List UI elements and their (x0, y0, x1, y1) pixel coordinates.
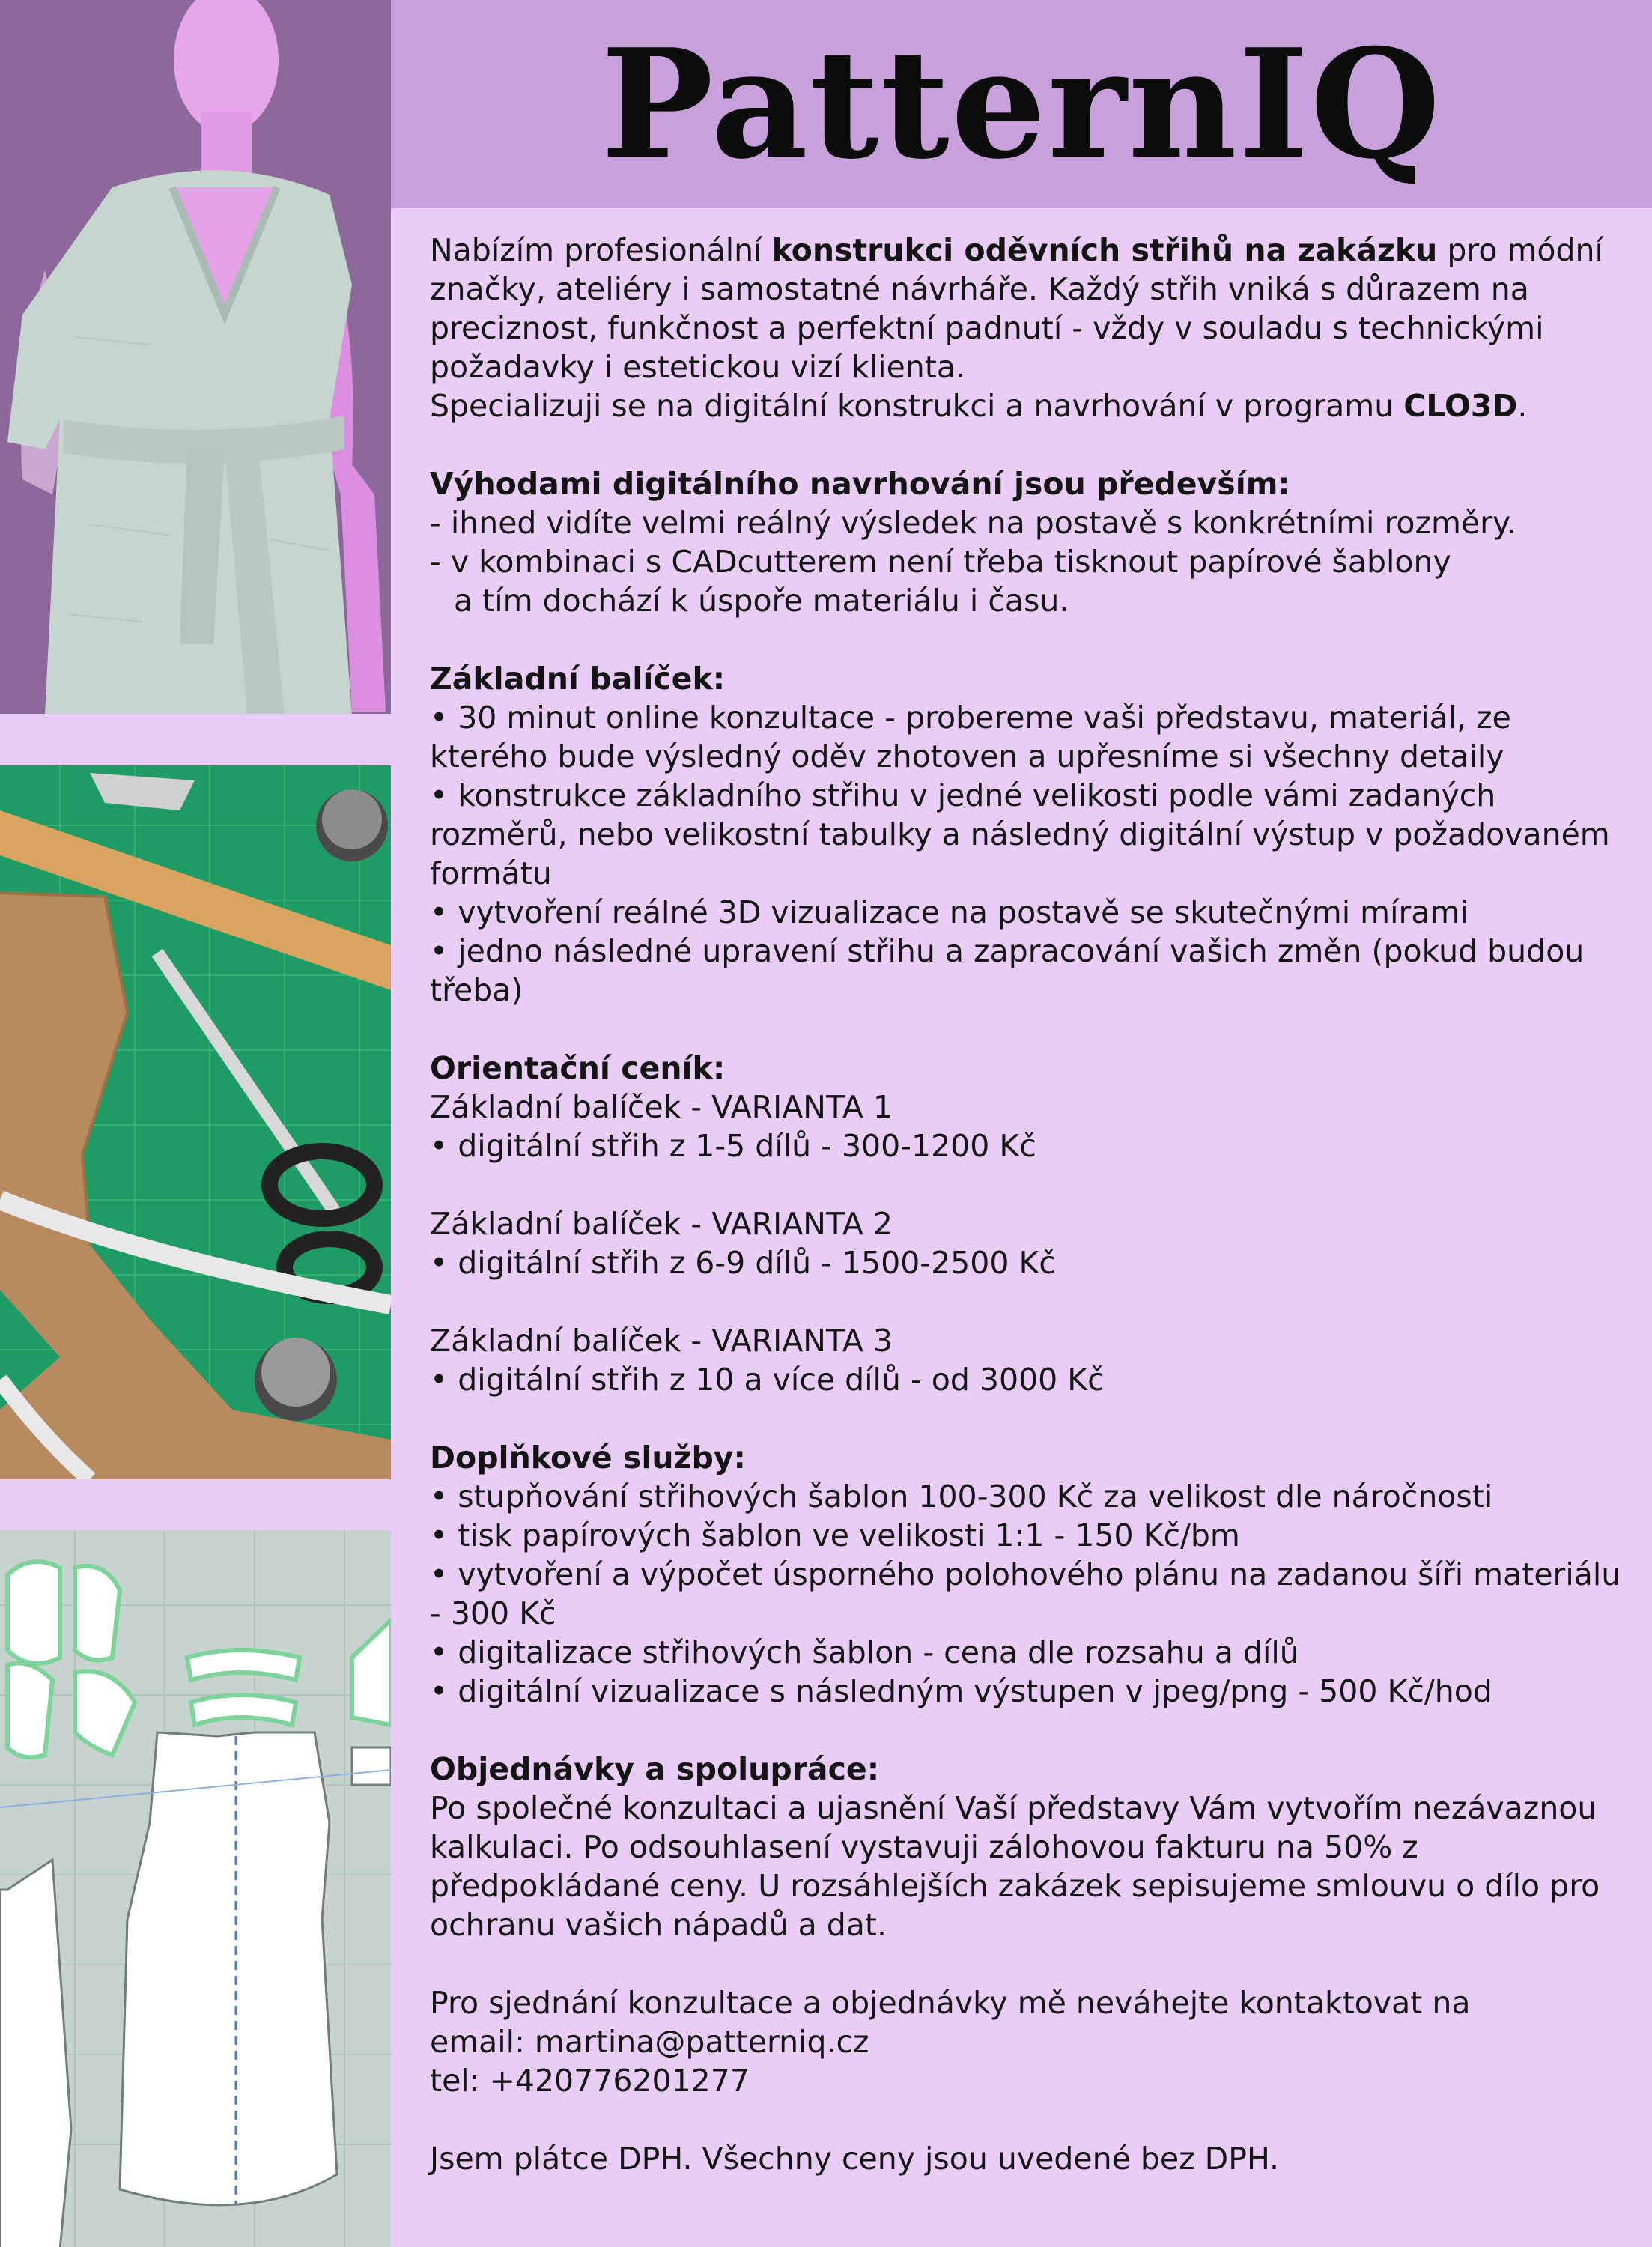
software-name: CLO3D (1403, 388, 1518, 424)
price-variant-detail: • digitální střih z 10 a více dílů - od 3000 Kč (430, 1362, 1105, 1398)
basic-package-heading: Základní balíček: (430, 661, 726, 697)
extra-services-heading: Doplňkové služby: (430, 1440, 746, 1476)
service-item: • stupňování střihových šablon 100-300 Kč za velikost dle náročnosti (430, 1479, 1493, 1514)
advantage-item: - v kombinaci s CADcutterem není třeba tisknout papírové šablony (430, 544, 1451, 580)
advantage-item-continuation: a tím dochází k úspoře materiálu i času. (454, 583, 1069, 619)
orders-text: Po společné konzultaci a ujasnění Vaší představy Vám vytvořím nezávaznou kalkulaci. Po odsouhlasení vystavuji zálohovou fakturu na 50% z předpokládané ceny. U rozsáhlejších zakázek sepisujeme smlouvu o dílo pro ochranu vašich nápadů a dat. (430, 1790, 1600, 1943)
page-title: PatternIQ (601, 16, 1442, 192)
price-variant-name: Základní balíček - VARIANTA 3 (430, 1323, 893, 1359)
cutting-mat-photo (0, 765, 391, 1479)
advantage-item: - ihned vidíte velmi reálný výsledek na postavě s konkrétními rozměry. (430, 505, 1516, 541)
mannequin-photo (0, 0, 391, 714)
orders-heading: Objednávky a spolupráce: (430, 1751, 880, 1787)
package-item: • konstrukce základního střihu v jedné velikosti podle vámi zadaných rozměrů, nebo velikostní tabulky a následný digitální výstup v požadovaném formátu (430, 777, 1610, 891)
contact-phone[interactable]: tel: +420776201277 (430, 2063, 750, 2099)
service-item: • tisk papírových šablon ve velikosti 1:1 - 150 Kč/bm (430, 1517, 1240, 1553)
price-variant-detail: • digitální střih z 6-9 dílů - 1500-2500 Kč (430, 1245, 1056, 1281)
specialization-paragraph: Specializuji se na digitální konstrukci a navrhování v programu CLO3D. (430, 388, 1528, 424)
price-variant-detail: • digitální střih z 1-5 dílů - 300-1200 Kč (430, 1128, 1036, 1164)
pattern-pieces-image (0, 1530, 391, 2247)
contact-email[interactable]: email: martina@patterniq.cz (430, 2024, 869, 2060)
vat-note: Jsem plátce DPH. Všechny ceny jsou uvedené bez DPH. (430, 2141, 1280, 2177)
package-item: • jedno následné upravení střihu a zapracování vašich změn (pokud budou třeba) (430, 933, 1585, 1008)
package-item: • 30 minut online konzultace - probereme vaši představu, materiál, ze kterého bude výsledný oděv zhotoven a upřesníme si všechny detaily (430, 700, 1511, 774)
service-item: • digitální vizualizace s následným výstupen v jpeg/png - 500 Kč/hod (430, 1673, 1492, 1709)
image-column (0, 0, 391, 2247)
package-item: • vytvoření reálné 3D vizualizace na postavě se skutečnými mírami (430, 894, 1469, 930)
service-item: • digitalizace střihových šablon - cena dle rozsahu a dílů (430, 1634, 1299, 1670)
price-variant-name: Základní balíček - VARIANTA 1 (430, 1089, 893, 1125)
pricing-heading: Orientační ceník: (430, 1050, 726, 1086)
price-variant-name: Základní balíček - VARIANTA 2 (430, 1206, 893, 1242)
intro-emphasis: konstrukci oděvních střihů na zakázku (771, 232, 1438, 268)
contact-intro: Pro sjednání konzultace a objednávky mě neváhejte kontaktovat na (430, 1985, 1471, 2021)
main-content (430, 231, 1628, 2178)
intro-paragraph: Nabízím profesionální konstrukci oděvních střihů na zakázku pro módní značky, ateliéry i samostatné návrháře. Každý střih vniká s důrazem na preciznost, funkčnost a perfektní padnutí - vždy v souladu s technickými požadavky i estetickou vizí klienta. (430, 232, 1603, 385)
service-item: • vytvoření a výpočet úsporného polohového plánu na zadanou šíři materiálu - 300 Kč (430, 1556, 1621, 1631)
advantages-heading: Výhodami digitálního navrhování jsou především: (430, 466, 1290, 502)
